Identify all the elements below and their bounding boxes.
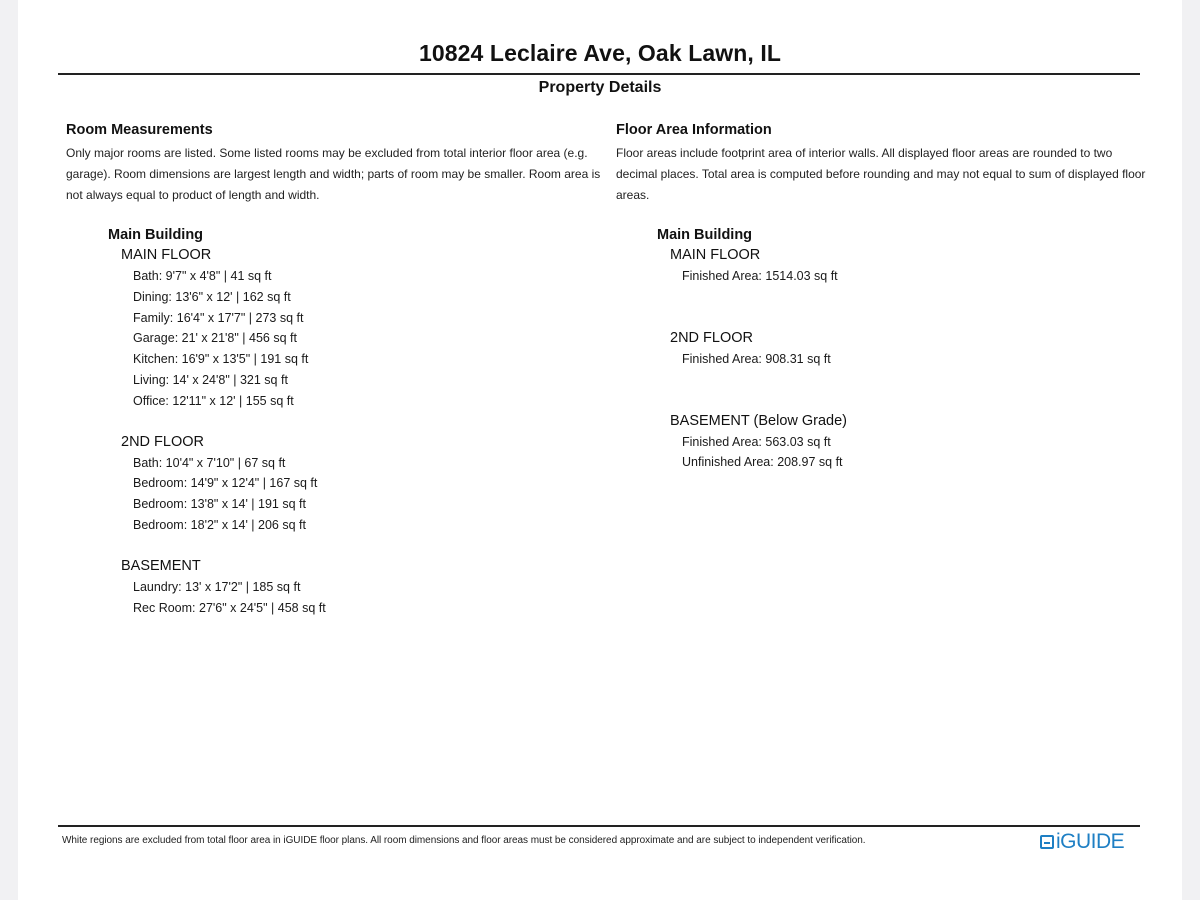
room-item: Living: 14' x 24'8" | 321 sq ft	[133, 372, 288, 387]
room-item: Kitchen: 16'9" x 13'5" | 191 sq ft	[133, 352, 309, 367]
floor-name: 2ND FLOOR	[670, 329, 753, 346]
room-item: Dining: 13'6" x 12' | 162 sq ft	[133, 289, 291, 304]
spacer	[657, 370, 847, 411]
page-subtitle: Property Details	[538, 79, 662, 96]
room-item: Office: 12'11" x 12' | 155 sq ft	[133, 393, 294, 408]
area-section-main	[670, 245, 847, 287]
page-title: 10824 Leclaire Ave, Oak Lawn, IL	[418, 40, 781, 66]
area-item: Finished Area: 908.31 sq ft	[682, 351, 831, 366]
room-item: Bedroom: 13'8" x 14' | 191 sq ft	[133, 497, 306, 512]
room-measurements-building	[108, 225, 326, 618]
floor-area-intro	[616, 121, 1156, 206]
room-item: Family: 16'4" x 17'7" | 273 sq ft	[133, 310, 304, 325]
floor-name: MAIN FLOOR	[670, 247, 761, 263]
floor-name: 2ND FLOOR	[121, 433, 204, 450]
floor-name: BASEMENT (Below Grade)	[670, 412, 848, 429]
floor-section-main	[121, 245, 326, 412]
room-item: Bath: 9'7" x 4'8" | 41 sq ft	[133, 269, 272, 283]
room-item: Garage: 21' x 21'8" | 456 sq ft	[133, 331, 297, 346]
room-measurements-description: Only major rooms are listed. Some listed rooms may be excluded from total interior floor area (e.g. garage). Room dimensions are largest length and width; parts of room may be smaller. Room area is not always equal to product of length and width.	[66, 146, 601, 202]
bottom-divider	[58, 825, 1140, 827]
floor-section-basement	[121, 556, 326, 619]
spacer	[108, 536, 326, 556]
building-name: Main Building	[108, 227, 204, 243]
logo-text: iGUIDE	[1056, 830, 1125, 853]
floor-area-heading: Floor Area Information	[616, 122, 772, 138]
room-item: Bedroom: 14'9" x 12'4" | 167 sq ft	[133, 476, 318, 491]
top-divider	[58, 73, 1140, 75]
floor-area-building	[657, 225, 847, 473]
area-section-basement	[670, 411, 847, 474]
floor-area-description: Floor areas include footprint area of interior walls. All displayed floor areas are rounded to two decimal places. Total area is computed before rounding and may not equal to sum of displayed floor areas.	[616, 146, 1146, 202]
floor-name: BASEMENT	[121, 557, 201, 574]
room-measurements-heading: Room Measurements	[66, 122, 213, 138]
footer-disclaimer: White regions are excluded from total floor area in iGUIDE floor plans. All room dimensions and floor areas must be considered approximate and are subject to independent verification.	[62, 835, 866, 846]
area-item: Unfinished Area: 208.97 sq ft	[682, 455, 843, 470]
document-page	[18, 0, 1182, 900]
spacer	[108, 412, 326, 432]
area-item: Finished Area: 563.03 sq ft	[682, 434, 831, 449]
iguide-logo	[1040, 830, 1124, 854]
spacer	[657, 287, 847, 328]
iguide-logo-icon	[1040, 835, 1054, 849]
room-item: Bedroom: 18'2" x 14' | 206 sq ft	[133, 517, 306, 532]
room-item: Laundry: 13' x 17'2" | 185 sq ft	[133, 579, 301, 594]
building-name: Main Building	[657, 227, 753, 243]
area-item: Finished Area: 1514.03 sq ft	[682, 269, 838, 283]
room-item: Rec Room: 27'6" x 24'5" | 458 sq ft	[133, 600, 326, 615]
area-section-2nd	[670, 328, 847, 370]
floor-name: MAIN FLOOR	[121, 247, 212, 263]
room-item: Bath: 10'4" x 7'10" | 67 sq ft	[133, 455, 286, 470]
floor-section-2nd	[121, 432, 326, 536]
room-measurements-intro	[66, 121, 606, 206]
